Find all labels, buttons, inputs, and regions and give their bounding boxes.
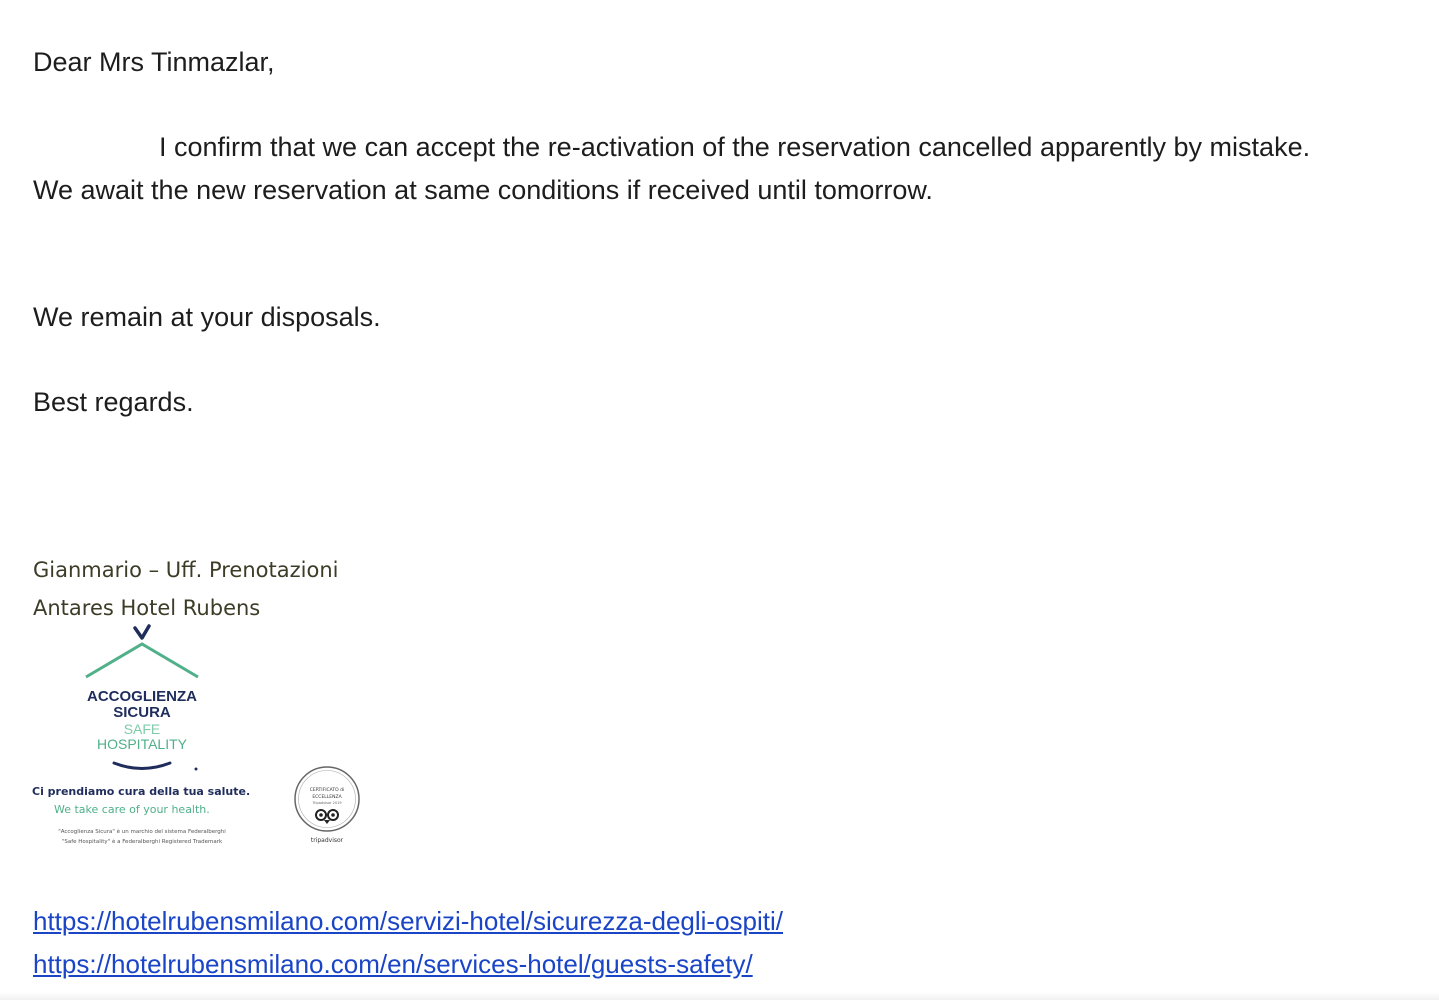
bottom-edge bbox=[0, 992, 1439, 1000]
logo-fine-print-2: "Safe Hospitality" è a Federalberghi Registered Trademark bbox=[61, 839, 223, 845]
signature-hotel: Antares Hotel Rubens bbox=[33, 596, 261, 620]
paragraph-confirmation-line-2: We await the new reservation at same conditions if received until tomorrow. bbox=[33, 175, 933, 205]
paragraph-confirmation-line-1 bbox=[33, 131, 1310, 163]
registered-dot bbox=[195, 768, 198, 771]
roof-icon bbox=[86, 644, 198, 677]
paragraph-disposals: We remain at your disposals. bbox=[33, 302, 381, 332]
signature-name: Gianmario – Uff. Prenotazioni bbox=[33, 558, 339, 582]
safe-hospitality-logo bbox=[28, 624, 260, 854]
logo-line-hospitality: HOSPITALITY bbox=[97, 736, 187, 752]
logo-line-sicura: SICURA bbox=[113, 704, 171, 721]
logo-line-safe: SAFE bbox=[123, 721, 161, 737]
badge-text-eccellenza: ECCELLENZA bbox=[312, 795, 342, 800]
paragraph-confirmation-text: I confirm that we can accept the re-activation of the reservation cancelled apparently by mistake. bbox=[159, 132, 1311, 162]
closing: Best regards. bbox=[33, 387, 194, 417]
badge-brand: tripadvisor bbox=[310, 837, 344, 844]
smile-icon bbox=[114, 763, 170, 769]
link-safety-it[interactable]: https://hotelrubensmilano.com/servizi-hotel/sicurezza-degli-ospiti/ bbox=[33, 906, 783, 936]
badge-text-year: Tripadvisor 2019 bbox=[312, 801, 342, 805]
badge-text-certificato: CERTIFICATO di bbox=[309, 788, 345, 793]
logo-tagline-english: We take care of your health. bbox=[54, 803, 210, 816]
greeting: Dear Mrs Tinmazlar, bbox=[33, 47, 275, 77]
tripadvisor-badge-graphic bbox=[288, 760, 368, 850]
logo-tagline-italian: Ci prendiamo cura della tua salute. bbox=[32, 785, 251, 798]
safe-hospitality-logo-graphic bbox=[28, 624, 260, 854]
logo-line-accoglienza: ACCOGLIENZA bbox=[87, 688, 197, 705]
tripadvisor-certificate-badge bbox=[288, 760, 368, 850]
link-safety-en[interactable]: https://hotelrubensmilano.com/en/services-hotel/guests-safety/ bbox=[33, 949, 753, 979]
check-house-icon bbox=[135, 626, 149, 638]
logo-fine-print-1: "Accoglienza Sicura" è un marchio del sistema Federalberghi bbox=[58, 829, 226, 835]
